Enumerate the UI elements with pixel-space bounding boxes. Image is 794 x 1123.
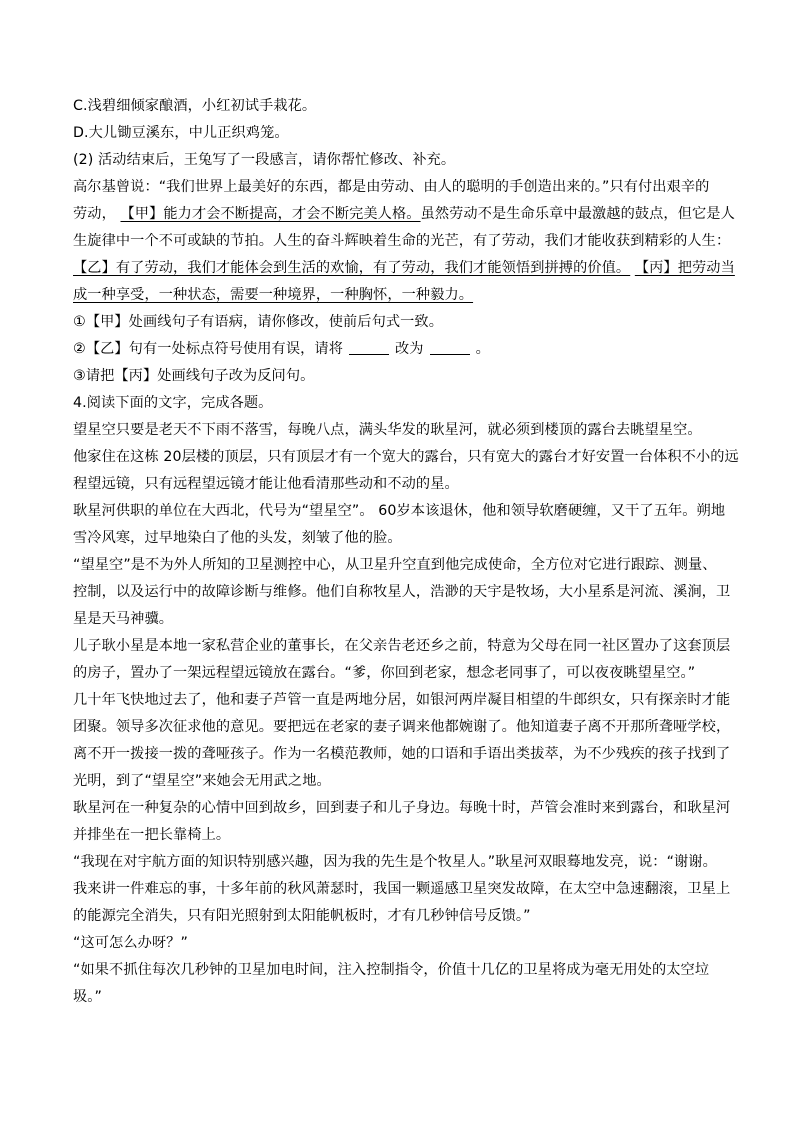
story-line: 程望远镜，只有远程望远镜才能让他看清那些动和不动的星。 (73, 476, 459, 492)
story-line: 控制，以及运行中的故障诊断与维修。他们自称牧星人，浩渺的天宇是牧场，大小星系是河流、溪涧，卫 (73, 584, 731, 600)
essay-line: 高尔基曾说：“我们世界上最美好的东西，都是由劳动、由人的聪明的手创造出来的。”只有付出艰辛的 (73, 179, 710, 195)
sub-question-text: ②【乙】句有一处标点符号使用有误，请将 (73, 341, 343, 357)
story-line: 的能源完全消失，只有阳光照射到太阳能帆板时，才有几秒钟信号反馈。” (73, 908, 531, 924)
sub-question-3: ③请把【丙】处画线句子改为反问句。 (73, 368, 315, 384)
story-line: “如果不抓住每次几秒钟的卫星加电时间，注入控制指令，价值十几亿的卫星将成为毫无用处的太空垃 (73, 962, 710, 978)
story-line: 团聚。领导多次征求他的意见。要把远在老家的妻子调来他都婉谢了。他知道妻子离不开那所聋哑学校， (73, 719, 731, 735)
story-line: 圾。” (73, 989, 102, 1005)
underlined-sentence-yi: 【乙】有了劳动，我们才能体会到生活的欢愉，有了劳动，我们才能领悟到拼搏的价值。 (73, 260, 631, 276)
story-line: “这可怎么办呀？” (73, 935, 188, 951)
sub-question-text: 。 (475, 341, 490, 357)
option-c-line: C.浅碧细倾家酿酒，小红初试手栽花。 (73, 98, 317, 114)
essay-text: 劳动， (73, 206, 116, 222)
story-line: 并排坐在一把长靠椅上。 (73, 827, 231, 843)
story-line: 耿星河在一种复杂的心情中回到故乡，回到妻子和儿子身边。每晚十时，芦管会准时来到露台，和耿星河 (73, 800, 731, 816)
story-line: 望星空只要是老天不下雨不落雪，每晚八点，满头华发的耿星河，就必须到楼顶的露台去眺望星空。 (73, 422, 702, 438)
story-line: 几十年飞快地过去了，他和妻子芦管一直是两地分居，如银河两岸凝目相望的牛郎织女，只有探亲时才能 (73, 692, 731, 708)
essay-line (73, 258, 733, 278)
sub-question-text: 改为 (395, 341, 424, 357)
story-line: 雪冷风寒，过早地染白了他的头发，刻皱了他的脸。 (73, 530, 402, 546)
answer-blank[interactable] (430, 340, 470, 355)
option-d-line: D.大儿锄豆溪东，中儿正织鸡笼。 (73, 125, 289, 141)
essay-text: 虽然劳动不是生命乐章中最激越的鼓点，但它是人 (420, 206, 735, 222)
essay-line (73, 285, 733, 305)
story-line: 离不开一拨接一拨的聋哑孩子。作为一名模范教师，她的口语和手语出类拔萃，为不少残疾的孩子找到了 (73, 746, 731, 762)
sub-question-1: ①【甲】处画线句子有语病，请你修改，使前后句式一致。 (73, 314, 444, 330)
story-line: 他家住在这栋 20层楼的顶层，只有顶层才有一个宽大的露台，只有宽大的露台才好安置一台体积不小的远 (73, 449, 739, 465)
essay-line (73, 204, 733, 224)
story-line: 的房子，置办了一架远程望远镜放在露台。“爹，你回到老家，想念老同事了，可以夜夜眺望星空。” (73, 665, 696, 681)
story-line: 儿子耿小星是本地一家私营企业的董事长，在父亲告老还乡之前，特意为父母在同一社区置办了这套顶层 (73, 638, 731, 654)
underlined-sentence-jia: 【甲】能力才会不断提高，才会不断完美人格。 (120, 206, 421, 222)
story-line: 光明，到了“望星空”来她会无用武之地。 (73, 773, 331, 789)
story-line: 耿星河供职的单位在大西北，代号为“望星空”。 60岁本该退休，他和领导软磨硬缠，又干了五年。朔地 (73, 503, 726, 519)
story-line: “我现在对宇航方面的知识特别感兴趣，因为我的先生是个牧星人。”耿星河双眼蓦地发亮，说：“谢谢。 (73, 854, 717, 870)
essay-line: 生旋律中一个不可或缺的节拍。人生的奋斗辉映着生命的光芒，有了劳动，我们才能收获到精彩的人生： (73, 233, 731, 249)
underlined-sentence-bing: 【丙】把劳动当 (634, 260, 735, 276)
story-line: “望星空”是不为外人所知的卫星测控中心，从卫星升空直到他完成使命，全方位对它进行跟踪、测量、 (73, 557, 717, 573)
story-line: 星是天马神骥。 (73, 611, 174, 627)
underlined-sentence-bing-cont: 成一种享受，一种状态，需要一种境界，一种胸怀，一种毅力。 (73, 287, 474, 303)
story-line: 我来讲一件难忘的事，十多年前的秋风萧瑟时，我国一颗遥感卫星突发故障，在太空中急速翻滚，卫星上 (73, 881, 731, 897)
answer-blank[interactable] (349, 340, 389, 355)
question-2-prompt: (2) 活动结束后，王兔写了一段感言，请你帮忙修改、补充。 (73, 152, 456, 168)
sub-question-2 (73, 339, 733, 359)
question-4-prompt: 4.阅读下面的文字，完成各题。 (73, 395, 273, 411)
